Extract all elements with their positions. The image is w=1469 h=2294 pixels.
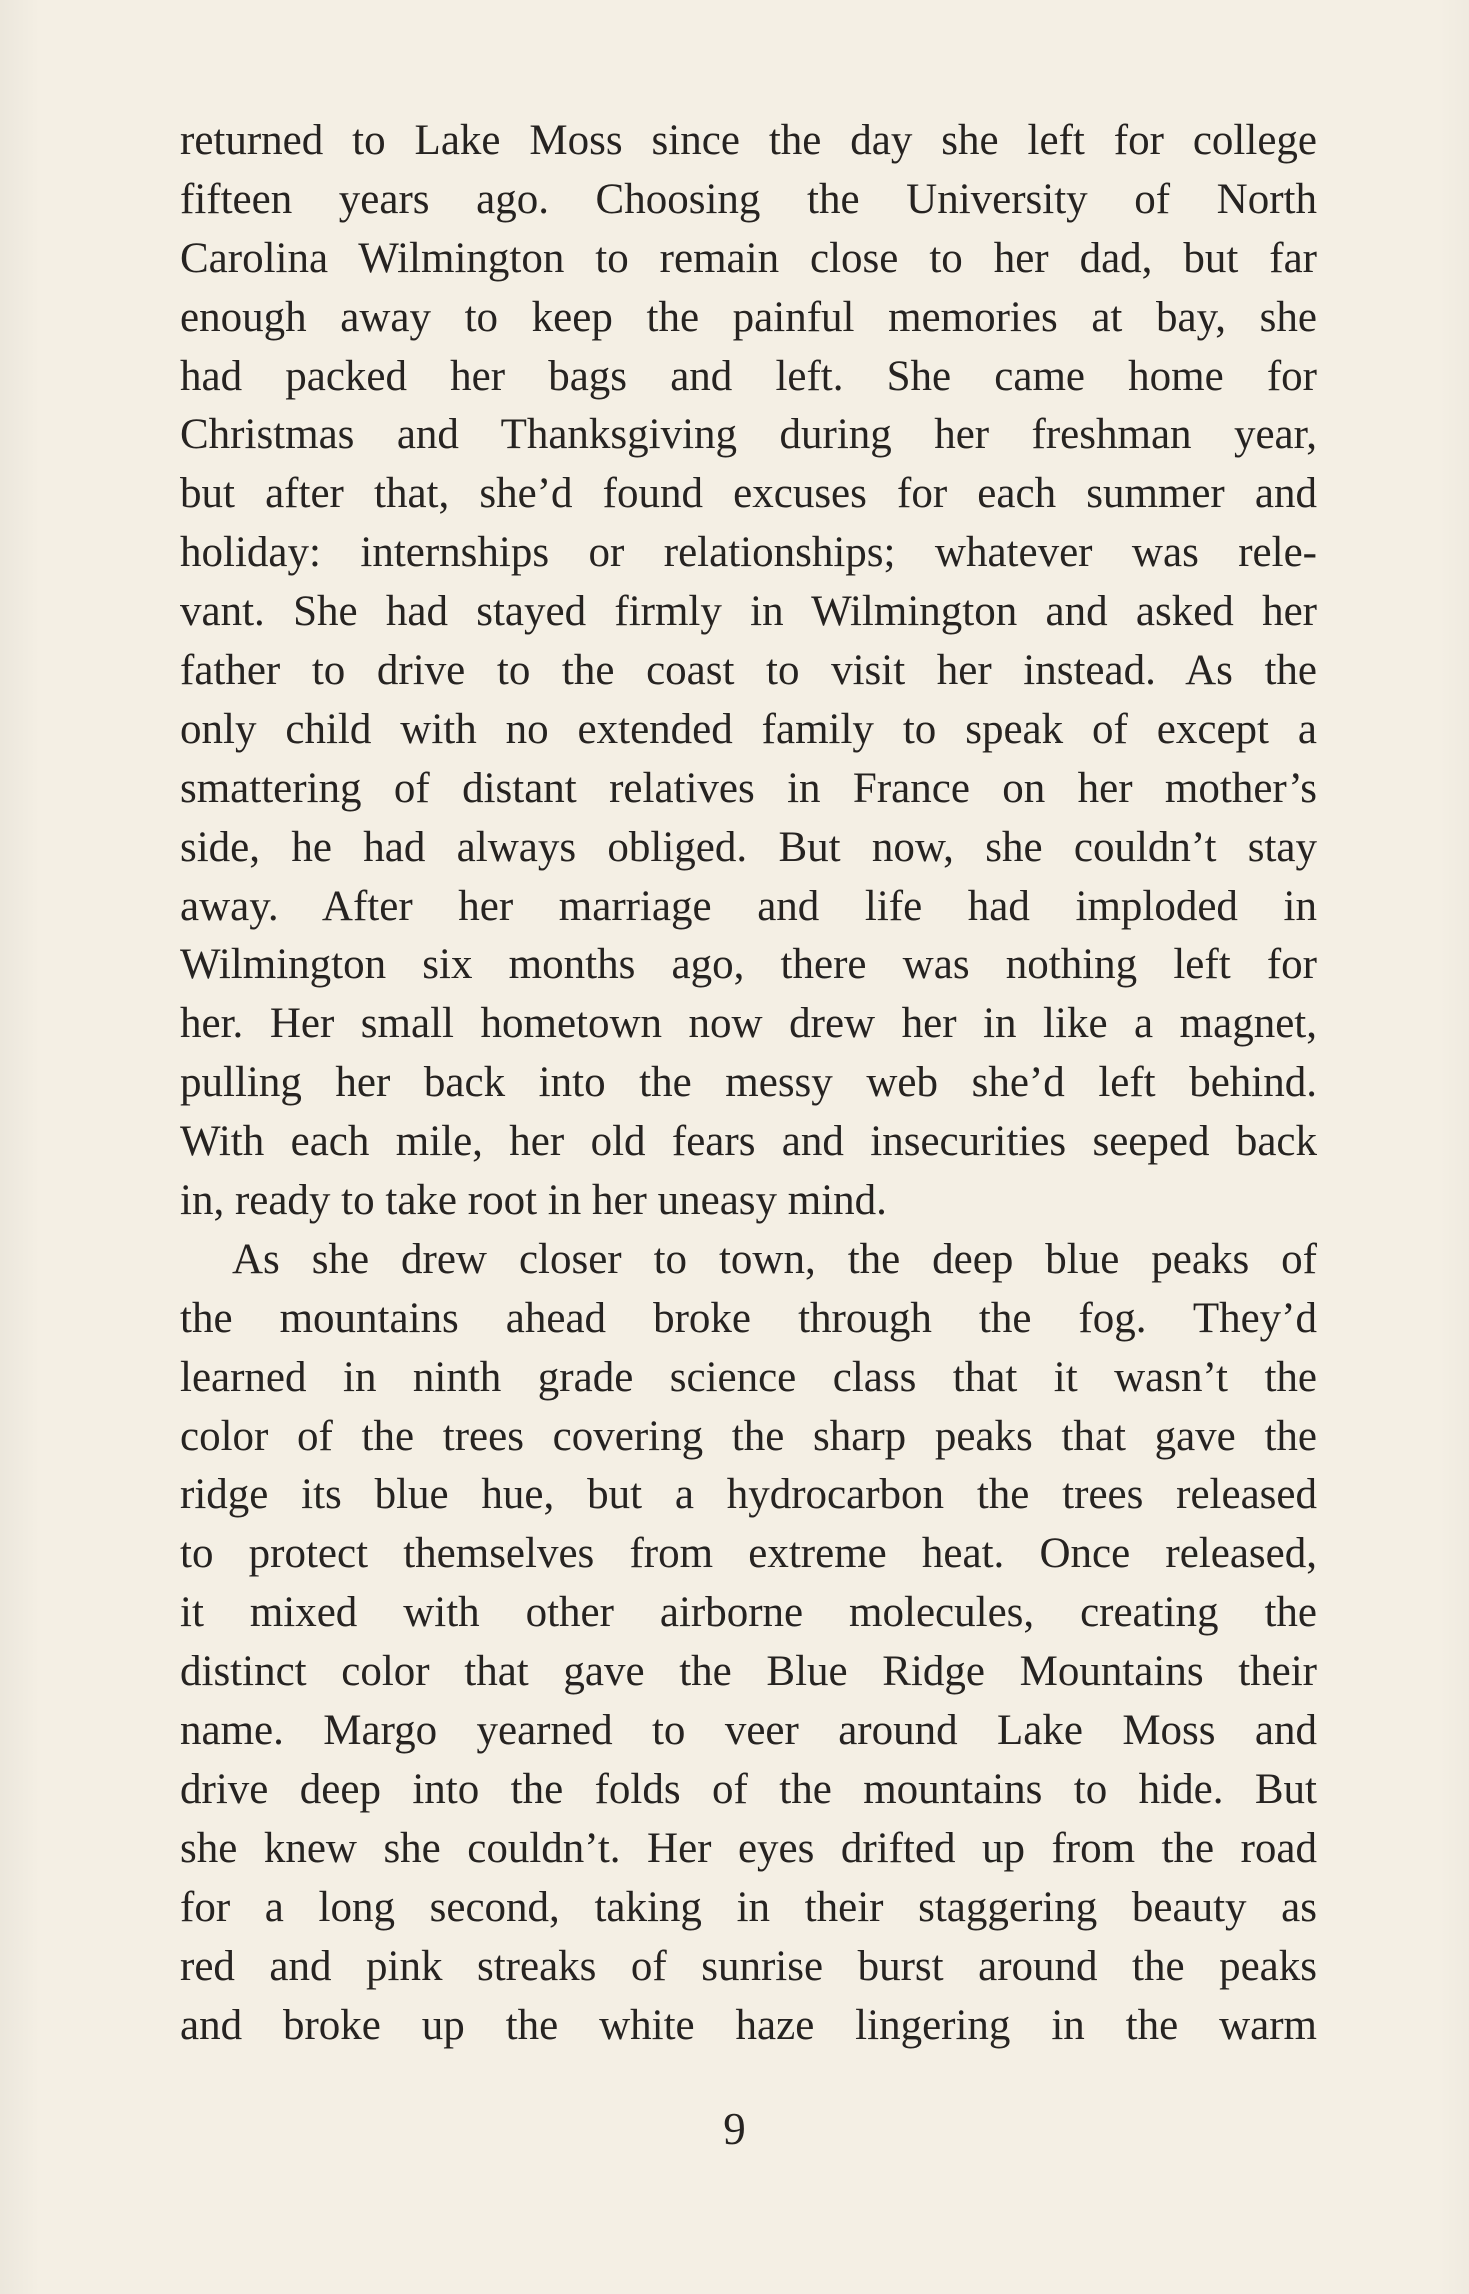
text-line: vant. She had stayed firmly in Wilmington and asked her — [180, 588, 1317, 636]
text-line: side, he had always obliged. But now, she couldn’t stay — [180, 823, 1317, 871]
text-line: learned in ninth grade science class that it wasn’t the — [180, 1353, 1317, 1401]
text-line: she knew she couldn’t. Her eyes drifted up from the road — [180, 1824, 1317, 1872]
paragraph-1 — [180, 112, 1317, 1231]
text-line: enough away to keep the painful memories at bay, she — [180, 293, 1317, 341]
paragraph-2 — [180, 1231, 1317, 2055]
text-line: Christmas and Thanksgiving during her freshman year, — [180, 411, 1317, 459]
text-line: to protect themselves from extreme heat. Once released, — [180, 1530, 1317, 1578]
text-line: Wilmington six months ago, there was nothing left for — [180, 941, 1317, 989]
text-line: drive deep into the folds of the mountains to hide. But — [180, 1765, 1317, 1813]
text-line: name. Margo yearned to veer around Lake Moss and — [180, 1707, 1317, 1755]
text-line: her. Her small hometown now drew her in like a magnet, — [180, 1000, 1317, 1048]
text-line: fifteen years ago. Choosing the University of North — [180, 175, 1317, 223]
text-line: returned to Lake Moss since the day she left for college — [180, 117, 1317, 164]
text-line: but after that, she’d found excuses for each summer and — [180, 470, 1317, 518]
text-line: color of the trees covering the sharp peaks that gave the — [180, 1412, 1317, 1460]
text-line: for a long second, taking in their staggering beauty as — [180, 1883, 1317, 1931]
text-line: it mixed with other airborne molecules, creating the — [180, 1589, 1317, 1637]
text-line: red and pink streaks of sunrise burst around the peaks — [180, 1942, 1317, 1990]
text-line: ridge its blue hue, but a hydrocarbon the trees released — [180, 1471, 1317, 1519]
text-line: Carolina Wilmington to remain close to her dad, but far — [180, 234, 1317, 282]
text-line: distinct color that gave the Blue Ridge Mountains their — [180, 1648, 1317, 1696]
text-line: smattering of distant relatives in France on her mother’s — [180, 764, 1317, 812]
page-number: 9 — [723, 2104, 746, 2154]
text-line: father to drive to the coast to visit her instead. As the — [180, 647, 1317, 695]
text-line: in, ready to take root in her uneasy mind. — [180, 1177, 887, 1225]
text-line: away. After her marriage and life had imploded in — [180, 882, 1317, 930]
text-line: holiday: internships or relationships; whatever was rele- — [180, 529, 1317, 577]
text-line: the mountains ahead broke through the fog. They’d — [180, 1294, 1317, 1342]
text-line: With each mile, her old fears and insecurities seeped back — [180, 1118, 1317, 1166]
text-line: As she drew closer to town, the deep blue peaks of — [232, 1235, 1317, 1283]
text-line: only child with no extended family to speak of except a — [180, 705, 1317, 753]
text-line: and broke up the white haze lingering in the warm — [180, 2001, 1317, 2049]
text-line: had packed her bags and left. She came home for — [180, 352, 1317, 400]
body-text — [180, 112, 1317, 2055]
text-line: pulling her back into the messy web she’d left behind. — [180, 1059, 1317, 1107]
